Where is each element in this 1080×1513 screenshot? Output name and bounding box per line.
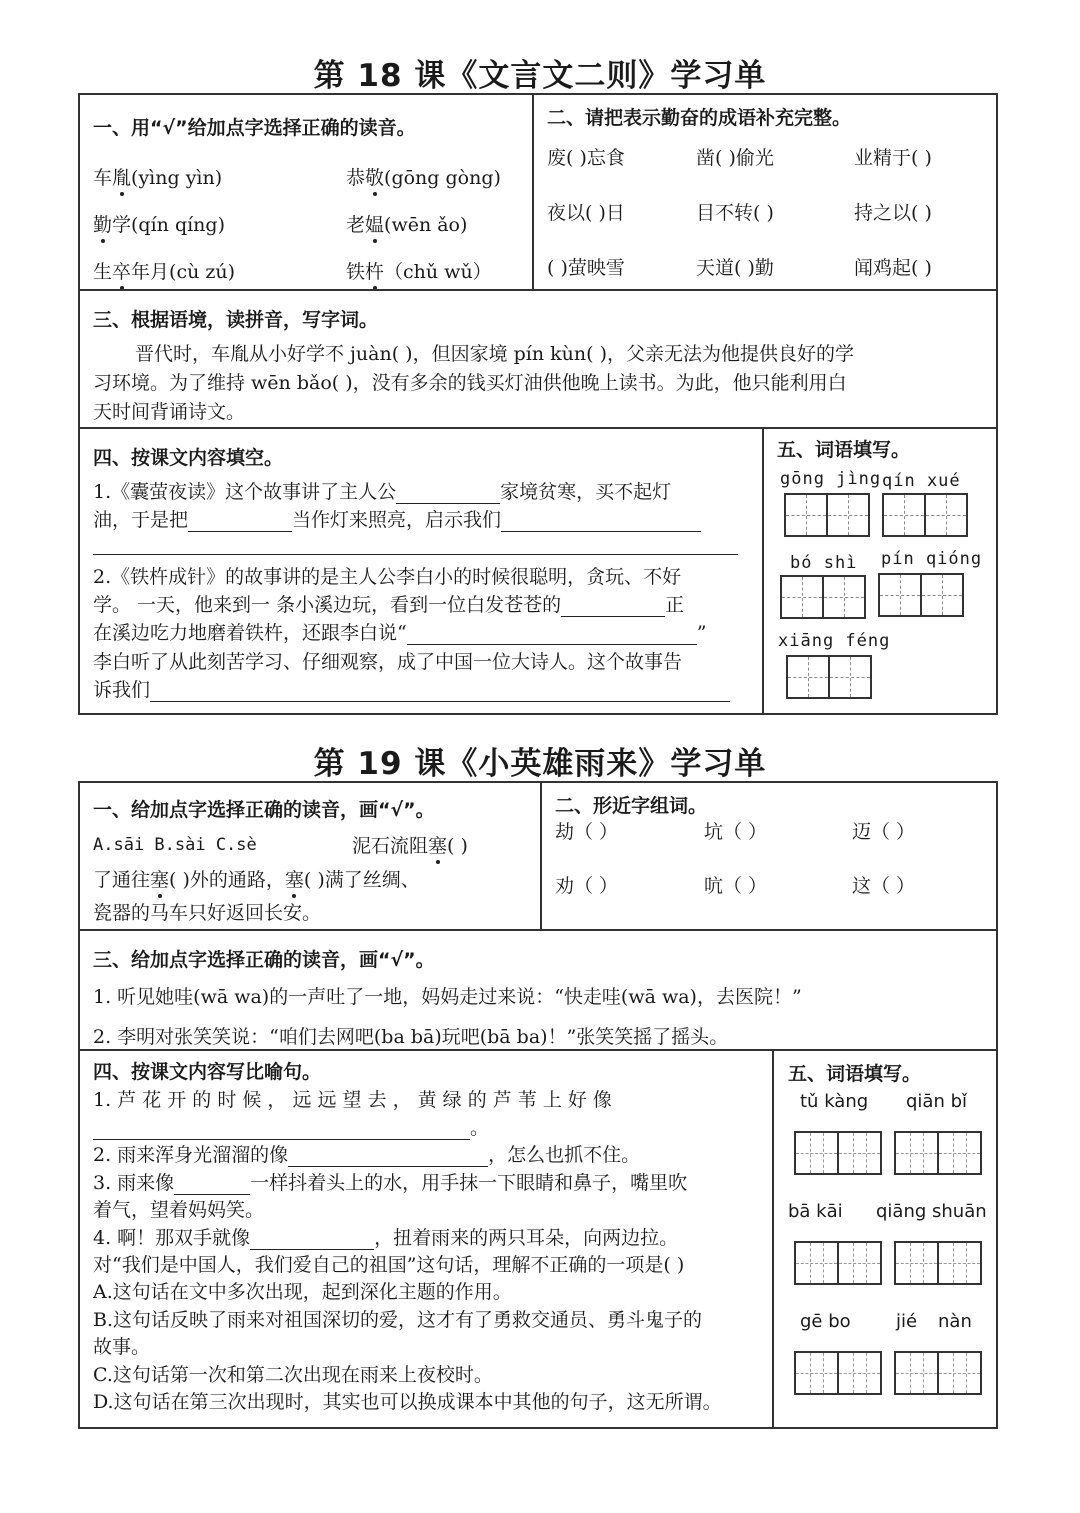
l19-s4-q1: 1. 芦 花 开 的 时 候 ， 远 远 望 去 ， 黄 绿 的 芦 苇 上 好 像 xyxy=(93,1089,612,1111)
l19-s1-line2: 了通往塞( )外的通路，塞( )满了丝绸、 xyxy=(93,869,420,891)
l18-s1-item: 生卒年月(cù zú) xyxy=(93,261,236,283)
l18-s4-heading: 四、按课文内容填空。 xyxy=(93,447,284,469)
option-d: D.这句话在第三次出现时，其实也可以换成课本中其他的句子，这无所谓。 xyxy=(93,1391,722,1413)
l18-s2-heading: 二、请把表示勤奋的成语补充完整。 xyxy=(547,107,852,129)
pinyin: xiāng féng xyxy=(778,631,891,651)
l19-s4-q2: 2. 雨来浑身光溜溜的像 ，怎么也抓不住。 xyxy=(93,1144,641,1166)
l19-s4-q3: 3. 雨来像 一样抖着头上的水，用手抹一下眼睛和鼻子，嘴里吹 xyxy=(93,1172,688,1194)
writing-grid[interactable] xyxy=(878,573,964,617)
pinyin: bó shì xyxy=(790,553,858,573)
pinyin: qiāng shuān xyxy=(876,1201,987,1222)
option-a: A.这句话在文中多次出现，起到深化主题的作用。 xyxy=(93,1281,512,1303)
l18-s4-q2-line2: 学。 一天，他来到一 条小溪边玩，看到一位白发苍苍的 正 xyxy=(93,594,685,616)
l19-s1-line3: 瓷器的马车只好返回长安。 xyxy=(93,902,322,924)
pinyin: jié xyxy=(896,1311,918,1332)
l19-s4-q5: 对“我们是中国人，我们爱自己的祖国”这句话，理解不正确的一项是( ) xyxy=(93,1254,685,1276)
l19-s4-heading: 四、按课文内容写比喻句。 xyxy=(93,1061,322,1083)
l19-s1-heading: 一、给加点字选择正确的读音，画“√”。 xyxy=(93,799,435,821)
l19-s3-heading: 三、给加点字选择正确的读音，画“√”。 xyxy=(93,949,435,971)
writing-grid[interactable] xyxy=(894,1241,982,1285)
l18-s3-heading: 三、根据语境，读拼音，写字词。 xyxy=(93,309,379,331)
pinyin: gē bo xyxy=(800,1311,851,1332)
pinyin: nàn xyxy=(938,1311,972,1332)
l18-s1-item: 老媪(wēn ǎo) xyxy=(346,214,468,236)
word-item: 劫（ ） xyxy=(555,821,619,843)
l19-s4-q1-line2: 。 xyxy=(93,1117,489,1140)
idiom: ( )萤映雪 xyxy=(547,257,625,279)
l19-s4-q3-line2: 着气，望着妈妈笑。 xyxy=(93,1199,265,1221)
pinyin: tǔ kàng xyxy=(800,1091,869,1112)
writing-grid[interactable] xyxy=(894,1131,982,1175)
l18-s1-item: 恭敬(gōng gòng) xyxy=(346,167,501,189)
writing-grid[interactable] xyxy=(794,1131,882,1175)
pinyin: qiān bǐ xyxy=(906,1091,968,1112)
option-b: B.这句话反映了雨来对祖国深切的爱，这才有了勇救交通员、勇斗鬼子的 xyxy=(93,1309,703,1331)
l19-s4-q4: 4. 啊！那双手就像 ，扭着雨来的两只耳朵，向两边拉。 xyxy=(93,1227,679,1249)
l19-s2-heading: 二、形近字组词。 xyxy=(555,795,708,817)
word-item: 吭（ ） xyxy=(704,875,768,897)
writing-grid[interactable] xyxy=(780,575,866,619)
l19-section5-box xyxy=(772,1049,998,1429)
l19-s1-line1: 泥石流阻塞( ) xyxy=(352,835,468,857)
l18-s4-q1: 1.《囊萤夜读》这个故事讲了主人公 家境贫寒，买不起灯 xyxy=(93,481,672,503)
word-item: 劝（ ） xyxy=(555,875,619,897)
l18-section4-box xyxy=(78,427,764,715)
writing-grid[interactable] xyxy=(882,493,968,537)
l18-section1-box xyxy=(78,93,534,291)
option-b-cont: 故事。 xyxy=(93,1336,151,1358)
l19-section2-box xyxy=(540,781,998,931)
l18-s4-q2-line3: 在溪边吃力地磨着铁杵，还跟李白说“ ” xyxy=(93,622,707,644)
idiom: 业精于( ) xyxy=(854,147,932,169)
answer-line[interactable] xyxy=(93,535,738,555)
idiom: 凿( )偷光 xyxy=(696,147,774,169)
l18-section3-box xyxy=(78,289,998,429)
l19-s5-heading: 五、词语填写。 xyxy=(788,1063,922,1085)
pinyin: bā kāi xyxy=(788,1201,843,1222)
l18-s5-heading: 五、词语填写。 xyxy=(777,439,911,461)
l18-s1-item: 车胤(yìng yìn) xyxy=(93,167,223,189)
l18-s3-line: 晋代时，车胤从小好学不 juàn( )，但因家境 pín kùn( )，父亲无法为他提供良好的学 xyxy=(135,343,855,365)
l18-s1-heading: 一、用“√”给加点字选择正确的读音。 xyxy=(93,117,416,139)
writing-grid[interactable] xyxy=(794,1351,882,1395)
l18-s4-q2-line4: 李白听了从此刻苦学习、仔细观察，成了中国一位大诗人。这个故事告 xyxy=(93,651,683,673)
lesson19-title: 第 19 课《小英雄雨来》学习单 xyxy=(313,746,767,782)
l18-s4-q2-line5: 诉我们 xyxy=(93,679,730,702)
l19-section4-box xyxy=(78,1049,774,1429)
writing-grid[interactable] xyxy=(794,1241,882,1285)
pinyin: qín xué xyxy=(882,471,961,491)
word-item: 这（ ） xyxy=(852,875,916,897)
idiom: 闻鸡起( ) xyxy=(854,257,932,279)
l18-s3-line: 天时间背诵诗文。 xyxy=(93,401,246,423)
writing-grid[interactable] xyxy=(894,1351,982,1395)
l19-s3-line2: 2. 李明对张笑笑说：“咱们去网吧(ba bā)玩吧(bā ba)！”张笑笑摇了摇头。 xyxy=(93,1026,729,1048)
idiom: 天道( )勤 xyxy=(696,257,774,279)
l18-s4-q2: 2.《铁杵成针》的故事讲的是主人公李白小的时候很聪明，贪玩、不好 xyxy=(93,566,682,588)
l18-section2-box xyxy=(532,93,998,291)
pinyin: gōng jìng xyxy=(780,469,882,489)
word-item: 坑（ ） xyxy=(704,821,768,843)
l19-s3-line1: 1. 听见她哇(wā wa)的一声吐了一地，妈妈走过来说：“快走哇(wā wa)，去医院！” xyxy=(93,986,802,1008)
l18-section5-box xyxy=(762,427,998,715)
l18-s1-item: 勤学(qín qíng) xyxy=(93,214,225,236)
word-item: 迈（ ） xyxy=(852,821,916,843)
writing-grid[interactable] xyxy=(784,493,870,537)
l18-s4-q1-line2: 油，于是把 当作灯来照亮，启示我们 xyxy=(93,509,701,532)
pinyin: pín qióng xyxy=(881,549,983,569)
l19-section1-box xyxy=(78,781,542,931)
l19-section3-box xyxy=(78,929,998,1051)
idiom: 夜以( )日 xyxy=(547,202,625,224)
l19-s1-options: A.sāi B.sài C.sè xyxy=(93,835,257,855)
idiom: 目不转( ) xyxy=(696,202,774,224)
idiom: 废( )忘食 xyxy=(547,147,625,169)
writing-grid[interactable] xyxy=(786,655,872,699)
lesson18-title: 第 18 课《文言文二则》学习单 xyxy=(313,58,767,94)
idiom: 持之以( ) xyxy=(854,202,932,224)
l18-s3-line: 习环境。为了维持 wēn bǎo( )，没有多余的钱买灯油供他晚上读书。为此，他只能利用白 xyxy=(93,372,847,394)
l18-s1-item: 铁杵（chǔ wǔ） xyxy=(346,261,492,283)
option-c: C.这句话第一次和第二次出现在雨来上夜校时。 xyxy=(93,1364,493,1386)
